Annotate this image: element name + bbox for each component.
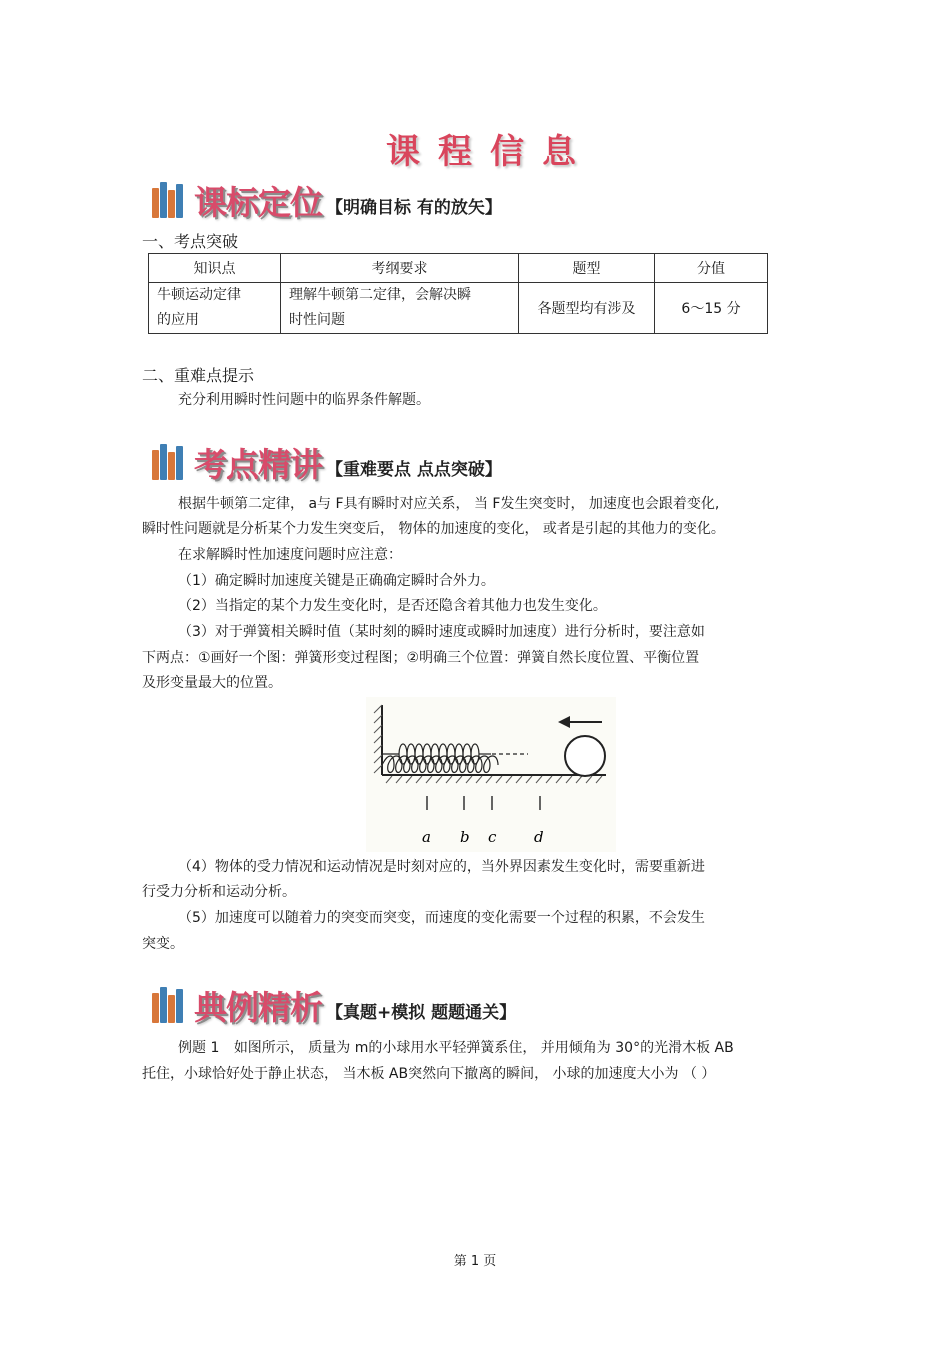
table-cell-score: 6～15 分 bbox=[655, 283, 768, 334]
position-label-a: a bbox=[422, 828, 431, 846]
list-item: （1）确定瞬时加速度关键是正确确定瞬时合外力。 bbox=[178, 573, 495, 589]
example-text: 托住，小球恰好处于静止状态， 当木板 AB突然向下撤离的瞬间， 小球的加速度大小为 （ ） bbox=[142, 1066, 716, 1082]
cell-line: 的应用 bbox=[157, 312, 199, 328]
section-heading: 二、重难点提示 bbox=[142, 366, 255, 385]
position-label-c: c bbox=[488, 828, 497, 846]
cell-line: 理解牛顿第二定律，会解决瞬 bbox=[289, 287, 471, 303]
example-text: 如图所示， 质量为 m的小球用水平轻弹簧系住， 并用倾角为 30°的光滑木板 AB bbox=[233, 1040, 734, 1056]
books-icon bbox=[150, 180, 188, 220]
list-item: 突变。 bbox=[142, 936, 184, 952]
spring-diagram bbox=[366, 697, 616, 852]
section-heading: 一、考点突破 bbox=[142, 232, 239, 251]
banner-title: 考点精讲 bbox=[194, 444, 322, 484]
books-icon bbox=[150, 442, 188, 482]
banner-subtitle: 【重难要点 点点突破】 bbox=[326, 459, 502, 480]
paragraph: 充分利用瞬时性问题中的临界条件解题。 bbox=[178, 392, 430, 408]
books-icon bbox=[150, 985, 188, 1025]
table-header-cell: 题型 bbox=[519, 254, 655, 283]
table-header-row bbox=[149, 254, 768, 283]
example-label: 例题 1 bbox=[178, 1040, 220, 1056]
list-item: 及形变量最大的位置。 bbox=[142, 675, 282, 691]
banner-subtitle: 【明确目标 有的放矢】 bbox=[326, 197, 502, 218]
page-number: 第 1 页 bbox=[453, 1254, 497, 1269]
list-item: （5）加速度可以随着力的突变而突变，而速度的变化需要一个过程的积累，不会发生 bbox=[178, 910, 705, 926]
table-row bbox=[149, 283, 768, 334]
list-item: （4）物体的受力情况和运动情况是时刻对应的，当外界因素发生变化时，需要重新进 bbox=[178, 859, 705, 875]
paragraph: 在求解瞬时性加速度问题时应注意： bbox=[178, 547, 402, 563]
section-banner-key-points bbox=[150, 439, 502, 485]
position-label-b: b bbox=[460, 828, 470, 846]
banner-subtitle: 【真题+模拟 题题通关】 bbox=[326, 1002, 517, 1023]
table-cell-type: 各题型均有涉及 bbox=[519, 283, 655, 334]
list-item: 下两点：①画好一个图：弹簧形变过程图；②明确三个位置：弹簧自然长度位置、平衡位置 bbox=[142, 650, 700, 666]
example-question bbox=[178, 1035, 734, 1061]
list-item: （2）当指定的某个力发生变化时，是否还隐含着其他力也发生变化。 bbox=[178, 598, 607, 614]
cell-line: 时性问题 bbox=[289, 312, 345, 328]
paragraph: 根据牛顿第二定律， a与 F具有瞬时对应关系， 当 F发生突变时， 加速度也会跟着变化, bbox=[178, 496, 720, 512]
list-item: 行受力分析和运动分析。 bbox=[142, 884, 296, 900]
table-header-cell: 知识点 bbox=[149, 254, 281, 283]
table-header-cell: 考纲要求 bbox=[281, 254, 519, 283]
paragraph: 瞬时性问题就是分析某个力发生突变后， 物体的加速度的变化， 或者是引起的其他力的变化。 bbox=[142, 521, 725, 537]
table-header-cell: 分值 bbox=[655, 254, 768, 283]
ball-icon bbox=[565, 736, 605, 776]
section-banner-examples bbox=[150, 982, 516, 1028]
table-cell-topic bbox=[149, 283, 281, 334]
banner-title: 课标定位 bbox=[194, 182, 322, 222]
exam-points-table bbox=[148, 253, 768, 334]
table-cell-requirement bbox=[281, 283, 519, 334]
position-label-d: d bbox=[534, 828, 544, 846]
cell-line: 牛顿运动定律 bbox=[157, 287, 241, 303]
list-item: （3）对于弹簧相关瞬时值（某时刻的瞬时速度或瞬时加速度）进行分析时，要注意如 bbox=[178, 624, 705, 640]
banner-title: 典例精析 bbox=[194, 987, 322, 1027]
section-banner-curriculum bbox=[150, 177, 502, 223]
page-title: 课程信息 bbox=[386, 132, 594, 172]
